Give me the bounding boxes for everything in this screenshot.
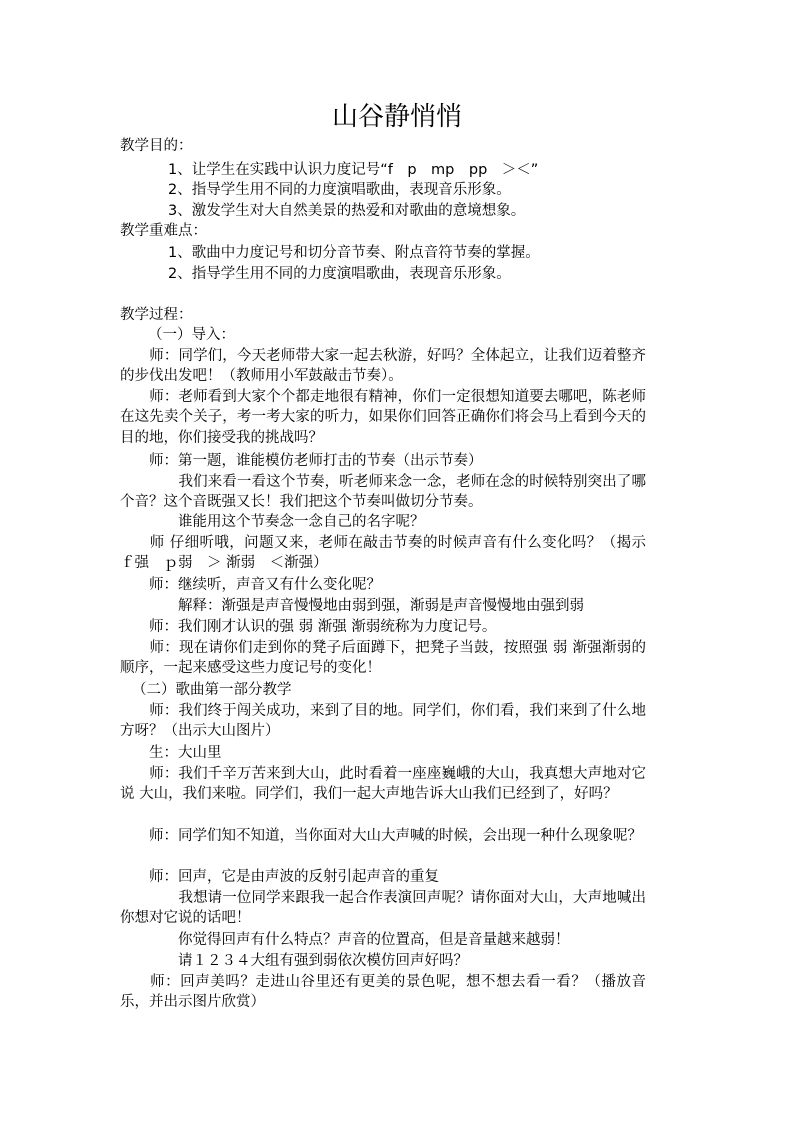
section2-paragraph: 你觉得回声有什么特点？声音的位置高，但是音量越来越弱！: [120, 932, 570, 948]
section2-paragraph: 我想请一位同学来跟我一起合作表演回声呢？请你面对大山，大声地喊出你想对它说的话吧！: [120, 890, 646, 927]
section1-paragraph: 师：我们刚才认识的强 弱 渐强 渐弱统称为力度记号。: [120, 619, 497, 635]
section1-paragraph: 我们来看一看这个节奏，听老师来念一念，老师在念的时候特别突出了哪个音？这个音既强又长！我们把这个节奏叫做切分节奏。: [120, 474, 646, 511]
section1-paragraph: 师：老师看到大家个个都走地很有精神，你们一定很想知道要去哪吧，陈老师在这先卖个关子，考一考大家的听力，如果你们回答正确你们将会马上看到今天的目的地，你们接受我的挑战吗？: [120, 389, 646, 446]
keypoints-heading: 教学重难点：: [120, 223, 207, 239]
section1-paragraph: 师：同学们，今天老师带大家一起去秋游，好吗？全体起立，让我们迈着整齐的步伐出发吧！（教师用小军鼓敲击节奏）。: [120, 348, 646, 385]
keypoint-item-1: 1、歌曲中力度记号和切分音节奏、附点音符节奏的掌握。: [168, 245, 540, 261]
section1-paragraph: 谁能用这个节奏念一念自己的名字呢？: [120, 514, 425, 530]
section2-paragraph: 师：我们千辛万苦来到大山，此时看着一座座巍峨的大山，我真想大声地对它说 大山，我们来啦。同学们，我们一起大声地告诉大山我们已经到了，好吗？: [120, 766, 646, 803]
section2-paragraph: 请１２３４大组有强到弱依次模仿回声好吗？: [120, 953, 468, 969]
section2-paragraph: 生：大山里: [120, 745, 222, 761]
section1-paragraph: 师：现在请你们走到你的凳子后面蹲下，把凳子当鼓，按照强 弱 渐强渐弱的顺序，一起来感受这些力度记号的变化！: [120, 640, 646, 677]
section1-paragraph: 师：继续听，声音又有什么变化呢？: [120, 577, 381, 593]
section2-paragraph: 师：我们终于闯关成功，来到了目的地。同学们，你们看，我们来到了什么地方呀？（出示大山图片）: [120, 703, 646, 740]
objectives-heading: 教学目的：: [120, 138, 193, 154]
section2-paragraph: 师：回声美吗？走进山谷里还有更美的景色呢，想不想去看一看？（播放音乐，并出示图片欣赏）: [120, 974, 646, 1011]
objective-item-2: 2、指导学生用不同的力度演唱歌曲，表现音乐形象。: [168, 182, 511, 198]
section1-heading: （一）导入：: [148, 327, 235, 343]
page-title: 山谷静悄悄: [331, 102, 462, 132]
section1-paragraph: 解释：渐强是声音慢慢地由弱到强，渐弱是声音慢慢地由强到弱: [120, 598, 584, 614]
keypoint-item-2: 2、指导学生用不同的力度演唱歌曲，表现音乐形象。: [168, 266, 511, 282]
section2-paragraph: 师：同学们知不知道，当你面对大山大声喊的时候，会出现一种什么现象呢？: [120, 828, 642, 844]
section2-heading: （二）歌曲第一部分教学: [132, 682, 292, 698]
section1-paragraph: 师：第一题，谁能模仿老师打击的节奏（出示节奏）: [120, 453, 483, 469]
section2-paragraph: 师：回声，它是由声波的反射引起声音的重复: [120, 869, 439, 885]
objective-item-3: 3、激发学生对大自然美景的热爱和对歌曲的意境想象。: [168, 203, 526, 219]
section1-paragraph: 师 仔细听哦，问题又来，老师在敲击节奏的时候声音有什么变化吗？（揭示ｆ强 ｐ弱 ＞ 渐弱 ＜渐强）: [120, 535, 646, 572]
objective-item-1: 1、让学生在实践中认识力度记号“f p mp pp ＞＜”: [168, 162, 539, 178]
process-heading: 教学过程：: [120, 307, 193, 323]
